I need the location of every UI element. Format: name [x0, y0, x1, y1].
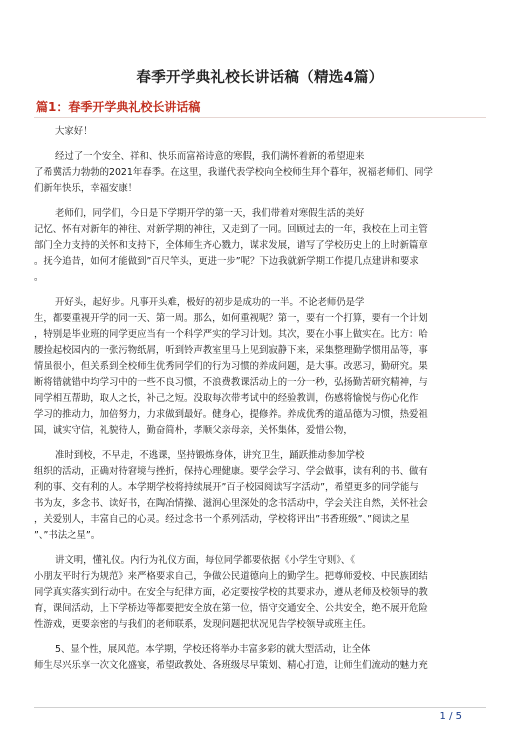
text-line: 腰捡起校园内的一张污物纸屑，听到铃声教室里马上见到寂静下来，采集整理勤学惯用品等，事	[34, 345, 428, 356]
text-line: 讲文明，懂礼仪。内行为礼仪方面，每位同学都要依据《小学生守则》、《	[55, 555, 355, 566]
text-line: ”、”书法之星”。	[34, 530, 101, 541]
text-line: 断将错就错中均学习中的一些不良习惯，不浪费教课活动上的一分一秒，弘扬勤苦研究精神，与	[34, 377, 428, 388]
text-line: 老师们，同学们，今日是下学期开学的第一天，我们带着对寒假生活的美好	[55, 208, 365, 219]
text-line: 了希冀活力勃勃的2021年春季。在这里，我谨代表学校向全校师生拜个暮年，祝福老师们、同学	[34, 167, 433, 178]
text-line: 5、显个性，展风范。本学期，学校还将举办丰富多彩的就大型活动，让全体	[55, 644, 371, 655]
text-line: 书为友，多念书、读好书，在陶冶情操、滋润心里深处的念书活动中，学会关注自然，关怀社会	[34, 498, 428, 509]
text-line: 开好头，起好步。凡事开头难，极好的初步是成功的一半。不论老师仍是学	[55, 297, 365, 308]
text-line: 部门全力支持的关怀和支持下，全体师生齐心戮力，谋求发展，谱写了学校历史上的上时新篇章	[34, 240, 428, 251]
paragraph-gap	[34, 197, 488, 206]
text-line: ，特别是毕业班的同学更应当有一个科学严实的学习计划。其次，要在小事上做实在。比方：哈	[34, 329, 428, 340]
text-line: 学习的推动力，加倍努力，力求做到最好。健身心，提修养。养成优秀的道品德为习惯，热爱祖	[34, 409, 428, 420]
text-line: 们新年快乐，幸福安康！	[34, 183, 138, 194]
document-body	[34, 124, 488, 674]
text-line: 性游戏，更要亲密的与我们的老师联系，发现问题把状况见告学校领导或班主任。	[34, 619, 372, 630]
paragraph-gap	[34, 439, 488, 448]
text-line: 。抚今追昔，如何才能做到”百尺竿头，更进一步”呢？下边我就新学期工作提几点建讲和要求	[34, 256, 419, 267]
document-title: 春季开学典礼校长讲话稿（精选4篇）	[136, 70, 384, 86]
paragraph-gap	[34, 140, 488, 149]
page-number: 1 / 5	[439, 711, 462, 722]
paragraph-gap	[34, 286, 488, 295]
text-line: 同学相互帮助，取人之长，补己之短。没取每次带考试中的经验教训，伤感将愉悦与伤心化作	[34, 393, 419, 404]
footer-divider	[34, 707, 486, 708]
text-line: 大家好！	[55, 126, 93, 137]
text-line: 组织的活动，正确对待窘境与挫折，保持心理健康。要学会学习、学会做事，读有利的书、做有	[34, 466, 428, 477]
text-line: 同学真实落实到行动中。在安全与纪律方面，必定要按学校的其要求办，遵从老师及校领导的教	[34, 587, 428, 598]
text-line: 经过了一个安全、祥和、快乐而富裕诗意的寒假，我们满怀着新的希望迎来	[55, 151, 365, 162]
text-line: ，关爱别人，丰富自己的心灵。经过念书一个系列活动，学校将评出”书香班级”、”阅读之星	[34, 514, 410, 525]
section-heading: 篇1：春季开学典礼校长讲话稿	[36, 100, 201, 114]
paragraph-gap	[34, 633, 488, 642]
text-line: 生，都要重视开学的同一天、第一周。那么，如何重视呢？第一，要有一个打算，要有一个计划	[34, 313, 428, 324]
text-line: 利的事、交有利的人。本学期学校将持续展开”百子校园阅读写字活动”，希望更多的同学能与	[34, 482, 419, 493]
text-line: 育，课间活动，上下学桥边等都要把安全放在第一位，悟守交通安全、公共安全，绝不展开危险	[34, 603, 428, 614]
text-line: 小朋友平时行为规范》来严格要求自己，争做公民道德向上的勤学生。把尊师爱校、中民族团结	[34, 571, 428, 582]
text-line: 情虽很小，但关系到全校师生优秀同学们的行为习惯的养成问题，是大事。改恶习，勤研究。果	[34, 361, 428, 372]
paragraph-gap	[34, 544, 488, 553]
section-divider	[34, 117, 486, 118]
text-line: 国，诚实守信，礼貌待人，勤奋简朴，孝顺父亲母亲，关怀集体，爱惜公物，	[34, 425, 353, 436]
text-line: 。	[34, 272, 44, 283]
text-line: 记忆、怀有对新年的神往、对新学期的神往，又走到了一同。回顾过去的一年，我校在上司主管	[34, 224, 428, 235]
text-line: 师生尽兴乐享一次文化盛宴，希望政教处、各班级尽早策划、精心打造，让师生们流动的魅力充	[34, 660, 428, 671]
text-line: 准时到校，不早走，不逃课，坚持锻炼身体，讲究卫生，踊跃推动参加学校	[55, 450, 365, 461]
